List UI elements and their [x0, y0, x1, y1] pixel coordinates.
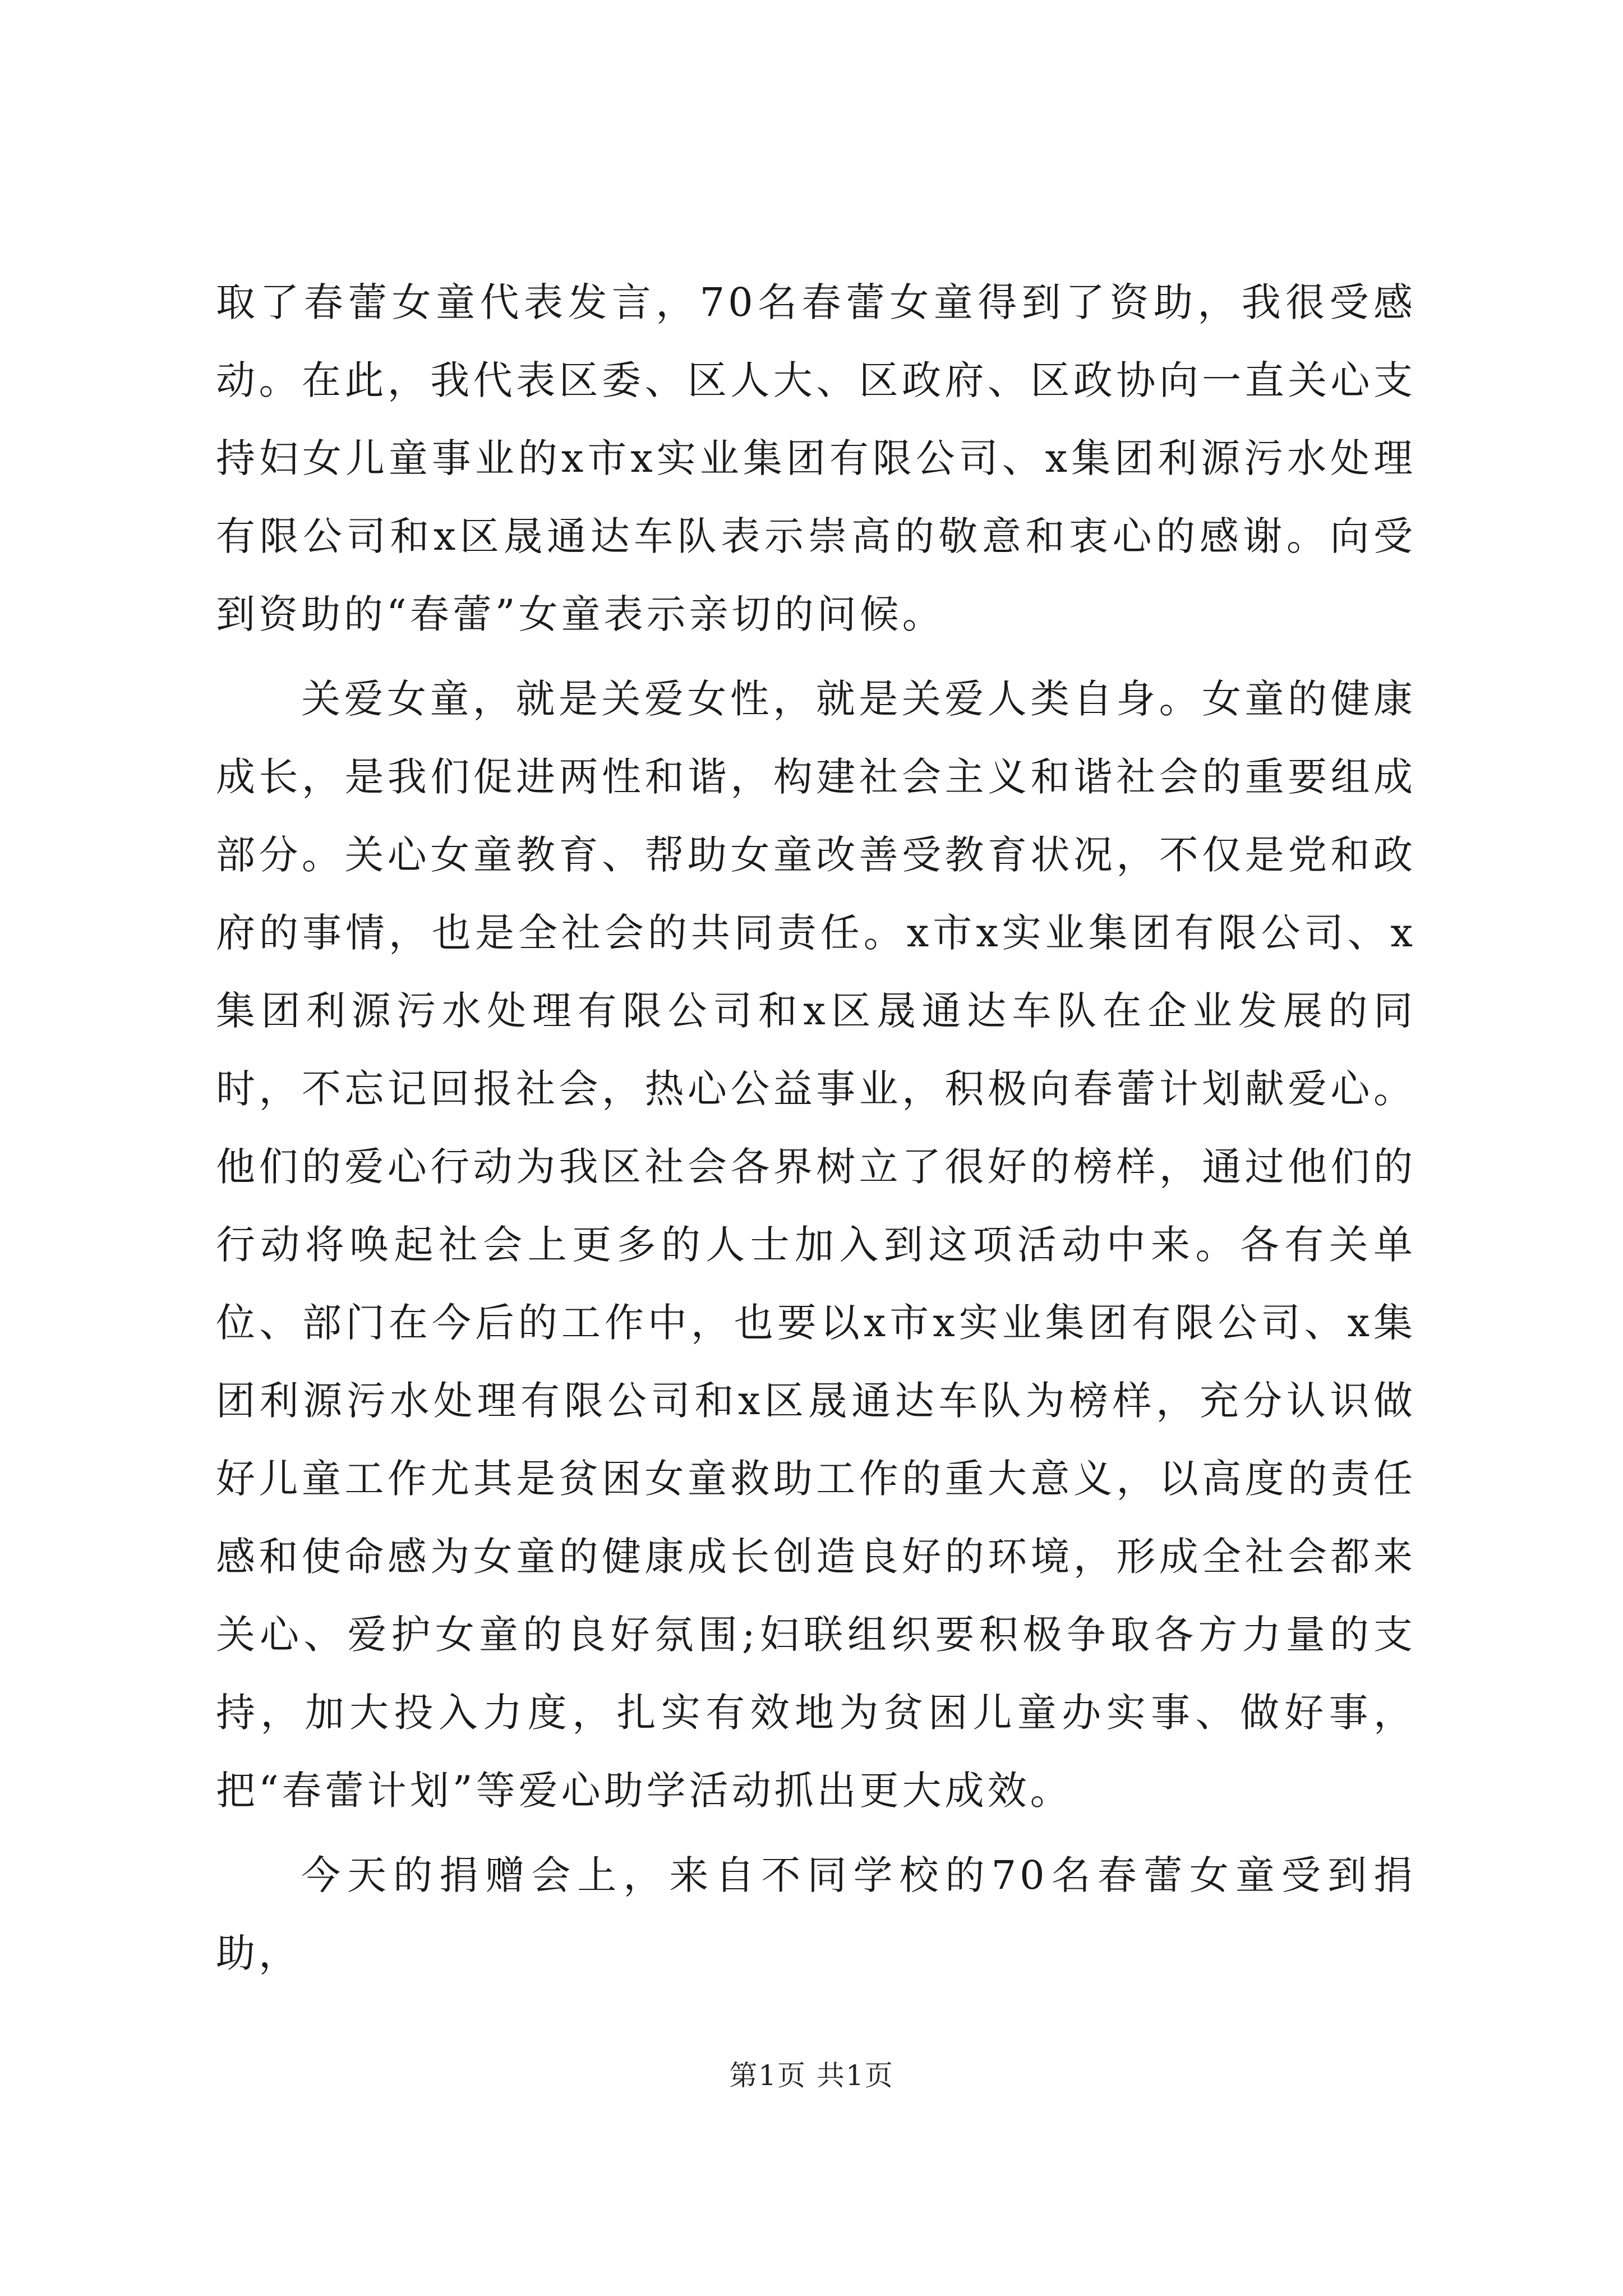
paragraph-1: 取了春蕾女童代表发言，70名春蕾女童得到了资助，我很受感动。在此，我代表区委、区人大、区政府、区政协向一直关心支持妇女儿童事业的x市x实业集团有限公司、x集团利源污水处理有限公司和x区晟通达车队表示崇高的敬意和衷心的感谢。向受到资助的“春蕾”女童表示亲切的问候。	[216, 279, 1416, 637]
page-number-footer: 第1页 共1页	[729, 2059, 894, 2092]
document-body	[216, 264, 1416, 1993]
paragraph-2: 关爱女童，就是关爱女性，就是关爱人类自身。女童的健康成长，是我们促进两性和谐，构建社会主义和谐社会的重要组成部分。关心女童教育、帮助女童改善受教育状况，不仅是党和政府的事情，也是全社会的共同责任。x市x实业集团有限公司、x集团利源污水处理有限公司和x区晟通达车队在企业发展的同时，不忘记回报社会，热心公益事业，积极向春蕾计划献爱心。他们的爱心行动为我区社会各界树立了很好的榜样，通过他们的行动将唤起社会上更多的人士加入到这项活动中来。各有关单位、部门在今后的工作中，也要以x市x实业集团有限公司、x集团利源污水处理有限公司和x区晟通达车队为榜样，充分认识做好儿童工作尤其是贫困女童救助工作的重大意义，以高度的责任感和使命感为女童的健康成长创造良好的环境，形成全社会都来关心、爱护女童的良好氛围;妇联组织要积极争取各方力量的支持，加大投入力度，扎实有效地为贫困儿童办实事、做好事，把“春蕾计划”等爱心助学活动抓出更大成效。	[216, 676, 1416, 1814]
paragraph-3: 今天的捐赠会上，来自不同学校的70名春蕾女童受到捐助，	[216, 1852, 1416, 1976]
